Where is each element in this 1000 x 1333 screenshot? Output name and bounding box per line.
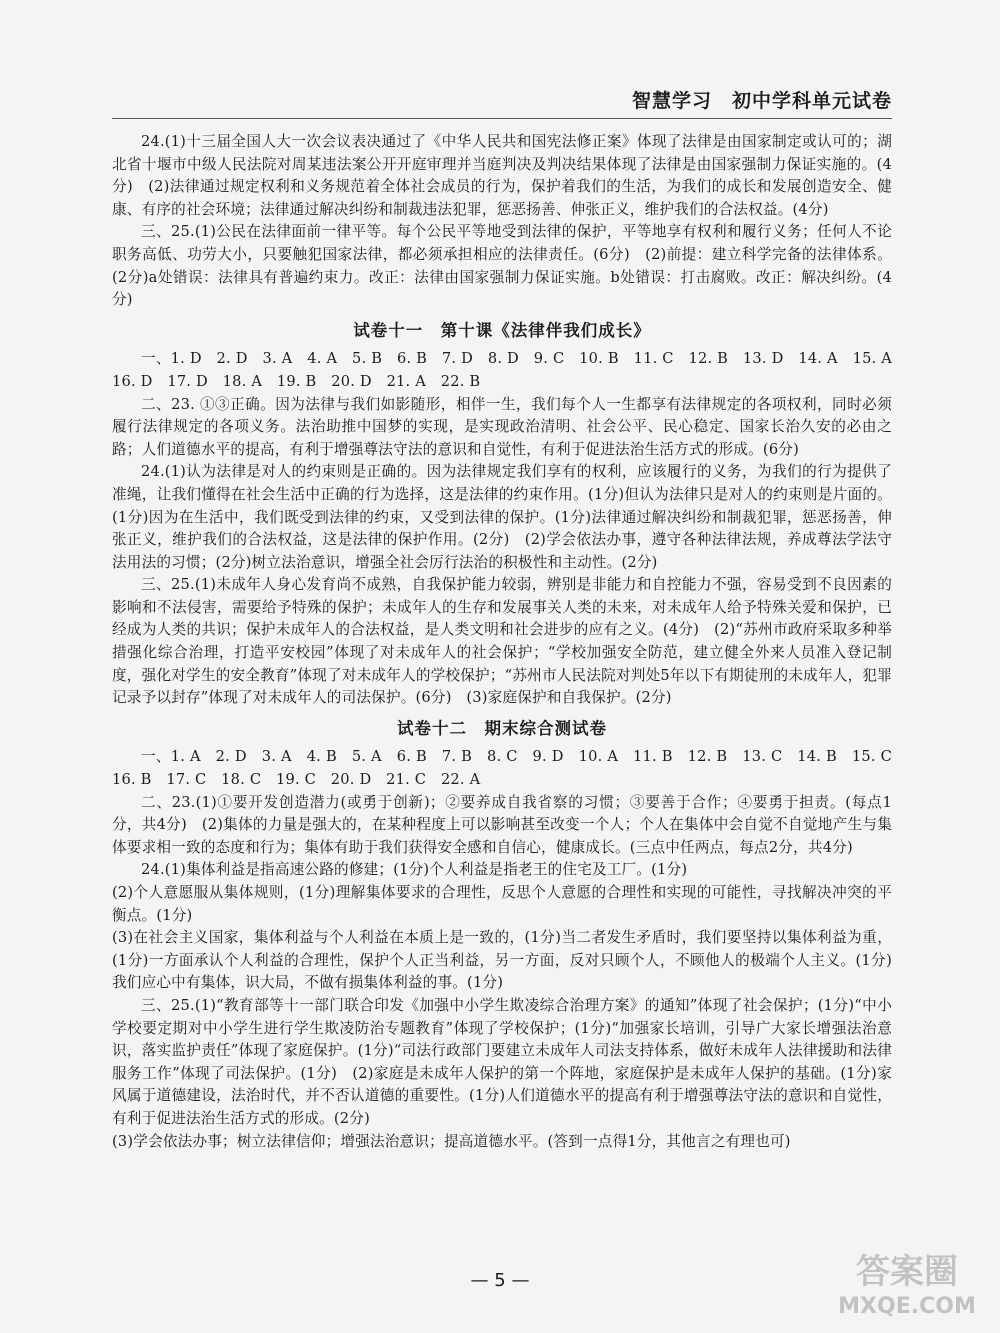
- paragraph: 二、23.(1)①要开发创造潜力(或勇于创新)；②要养成自我省察的习惯；③要善于合作；④要勇于担责。(每点1分，共4分) (2)集体的力量是强大的，在某种程度上可以影响甚至改变一个人；个人在集体中会自觉不自觉地产生与集体要求相一致的态度和行为；集体有助于我们获得安全感和自信心，健康成长。(三点中任两点，每点2分，共4分): [112, 793, 892, 856]
- page-number: — 5 —: [470, 1270, 530, 1291]
- paragraph: (3)学会依法办事；树立法律信仰；增强法治意识；提高道德水平。(答到一点得1分，其他言之有理也可): [112, 1132, 791, 1150]
- paragraph: 三、25.(1)“教育部等十一部门联合印发《加强中小学生欺凌综合治理方案》的通知”体现了社会保护；(1分)“中小学校要定期对中小学生进行学生欺凌防治专题教育”体现了学校保护；(1分)“加强家长培训，引导广大家长增强法治意识，落实监护责任”体现了家庭保护。(1分)“司法行政部门要建立未成年人司法支持体系，做好未成年人法律援助和法律服务工作”体现了司法保护。(1分) (2)家庭是未成年人保护的第一个阵地，家庭保护是未成年人保护的基础。(1分)家风属于道德建设，法治时代，并不否认道德的重要性。(1分)人们道德水平的提高有利于增强尊法守法的意识和自觉性，有利于促进法治生活方式的形成。(2分): [112, 996, 892, 1127]
- answer-content: [112, 131, 907, 1153]
- header-rule: [112, 118, 892, 119]
- paragraph: (2)个人意愿服从集体规则，(1分)理解集体要求的合理性，反思个人意愿的合理性和实现的可能性，寻找解决冲突的平衡点。(1分): [112, 884, 892, 924]
- paragraph: 三、25.(1)公民在法律面前一律平等。每个公民平等地受到法律的保护，平等地享有权利和履行义务；任何人不论职务高低、功劳大小，只要触犯国家法律，都必须承担相应的法律责任。(6分) (2)前提：建立科学完备的法律体系。(2分)a处错误：法律具有普遍约束力。改正：法律由国家强制力保证实施。b处错误：打击腐败。改正：解决纠纷。(4分): [112, 223, 892, 309]
- page-header: 智慧学习 初中学科单元试卷: [631, 90, 892, 112]
- multiple-choice-answers: 一、1. D 2. D 3. A 4. A 5. B 6. B 7. D 8. D 9. C 10. B 11. C 12. B 13. D 14. A 15. A 16. D 17. D 18. A 19. B 20. D 21. A 22. B: [112, 350, 907, 390]
- watermark-site: MXQE.COM: [838, 1294, 976, 1319]
- paragraph: 24.(1)认为法律是对人的约束则是正确的。因为法律规定我们享有的权利，应该履行的义务，为我们的行为提供了准绳，让我们懂得在社会生活中正确的行为选择，这是法律的约束作用。(1分)但认为法律只是对人的约束则是片面的。(1分)因为在生活中，我们既受到法律的约束，又受到法律的保护。(1分)法律通过解决纠纷和制裁犯罪，惩恶扬善，伸张正义，维护我们的合法权益，这是法律的保护作用。(2分) (2)学会依法办事，遵守各种法律法规，养成尊法学法守法用法的习惯；(2分)树立法治意识，增强全社会厉行法治的积极性和主动性。(2分): [112, 463, 892, 571]
- paragraph: 二、23. ①③正确。因为法律与我们如影随形，相伴一生，我们每个人一生都享有法律规定的各项权利，同时必须履行法律规定的各项义务。法治助推中国梦的实现，是实现政治清明、社会公平、民心稳定、国家长治久安的必由之路；人们道德水平的提高，有利于增强尊法守法的意识和自觉性，有利于促进法治生活方式的形成。(6分): [112, 395, 892, 458]
- section-title: 试卷十二 期末综合测试卷: [397, 718, 607, 738]
- watermark-logo: [832, 1243, 982, 1321]
- paragraph: 三、25.(1)未成年人身心发育尚不成熟，自我保护能力较弱，辨别是非能力和自控能力不强，容易受到不良因素的影响和不法侵害，需要给予特殊的保护；未成年人的生存和发展事关人类的未来，对未成年人给予特殊关爱和保护，已经成为人类的共识；保护未成年人的合法权益，是人类文明和社会进步的应有之义。(4分) (2)“苏州市政府采取多种举措强化综合治理，打造平安校园”体现了对未成年人的社会保护；“学校加强安全防范，建立健全外来人员准入登记制度，强化对学生的安全教育”体现了对未成年人的学校保护；“苏州市人民法院对判处5年以下有期徒刑的未成年人，犯罪记录予以封存”体现了对未成年人的司法保护。(6分) (3)家庭保护和自我保护。(2分): [112, 576, 892, 707]
- multiple-choice-answers: 一、1. A 2. D 3. A 4. B 5. A 6. B 7. B 8. C 9. D 10. A 11. B 12. B 13. C 14. B 15. C 16. B 17. C 18. C 19. C 20. D 21. C 22. A: [112, 748, 907, 789]
- watermark-text: 答案圈: [856, 1252, 958, 1292]
- section-title: 试卷十一 第十课《法律伴我们成长》: [353, 320, 651, 340]
- paragraph: 24.(1)集体利益是指高速公路的修建；(1分)个人利益是指老王的住宅及工厂。(1分): [141, 861, 688, 879]
- paragraph: (3)在社会主义国家，集体利益与个人利益在本质上是一致的，(1分)当二者发生矛盾时，我们要坚持以集体利益为重，(1分)一方面承认个人利益的合理性，保护个人正当利益，另一方面，反对只顾个人，不顾他人的极端个人主义。(1分)我们应心中有集体，识大局，不做有损集体利益的事。(1分): [112, 929, 892, 992]
- paragraph: 24.(1)十三届全国人大一次会议表决通过了《中华人民共和国宪法修正案》体现了法律是由国家制定或认可的；湖北省十堰市中级人民法院对周某违法案公开开庭审理并当庭判决及判决结果体现了法律是由国家强制力保证实施的。(4分) (2)法律通过规定权利和义务规范着全体社会成员的行为，保护着我们的生活，为我们的成长和发展创造安全、健康、有序的社会环境；法律通过解决纠纷和制裁违法犯罪，惩恶扬善、伸张正义，维护我们的合法权益。(4分): [112, 133, 892, 218]
